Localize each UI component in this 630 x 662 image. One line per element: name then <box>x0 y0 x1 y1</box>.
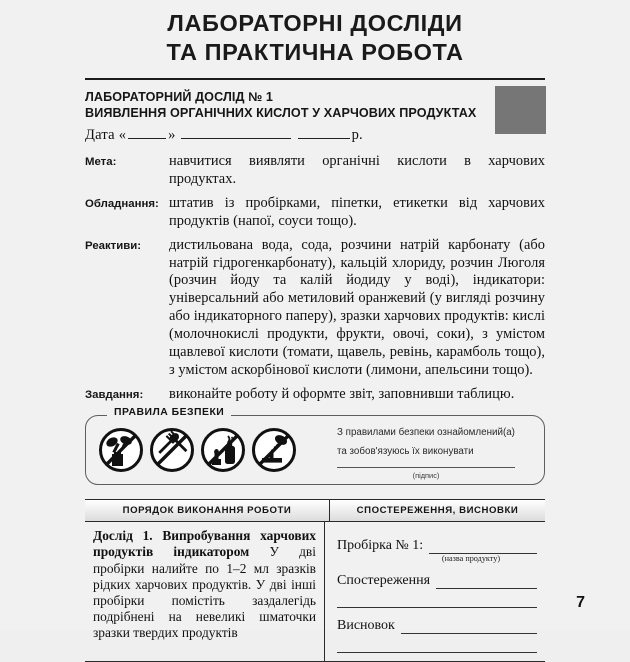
page-title <box>0 0 630 67</box>
field-row-reagents <box>85 237 545 380</box>
table-header-procedure: ПОРЯДОК ВИКОНАННЯ РОБОТИ <box>85 500 330 521</box>
date-label: Дата <box>85 127 115 144</box>
no-pouring-water-into-acid-icon <box>251 427 297 473</box>
date-month-input[interactable] <box>181 126 291 139</box>
date-day-input[interactable] <box>128 126 166 139</box>
table-header-observations: СПОСТЕРЕЖЕННЯ, ВИСНОВКИ <box>356 505 519 517</box>
conclusion-label: Висновок <box>337 618 395 634</box>
field-row-task <box>85 386 545 404</box>
illustration-placeholder <box>495 86 546 134</box>
safety-icon-group <box>98 427 297 473</box>
top-divider <box>85 78 545 80</box>
safety-acknowledgement <box>337 424 531 482</box>
lab-sheet <box>85 78 545 662</box>
safety-rules-label: ПРАВИЛА БЕЗПЕКИ <box>107 407 231 418</box>
date-row <box>85 126 545 144</box>
date-quote-close: » <box>168 127 176 144</box>
field-key-equipment: Обладнання: <box>85 197 159 210</box>
experiment-title: Дослід 1. Випробування харчових продуктів індикатором <box>93 528 316 560</box>
table-cell-procedure <box>85 522 325 661</box>
field-row-equipment <box>85 195 545 231</box>
signature-caption: (підпис) <box>412 470 440 480</box>
field-value-reagents: дистильована вода, сода, розчини натрій карбонату (або натрій гідрогенкарбонату), кальцій хлориду, розчин Люголя (розчин йоду та калій йодиду у воді), індикатори: універсальний або метиловий оранжевий (у вигляді розчину або індикаторного паперу), зразки харчових продуктів: кислі (молочнокислі продукти, фрукти, овочі, соки), з умістом щавлевої кислоти (томати, щавель, ревінь, карамболь тощо), з умістом аскорбінової кислоти (лимони, апельсини тощо). <box>169 236 545 378</box>
table-header-row <box>85 500 545 522</box>
observation-field <box>337 573 537 608</box>
tube-input[interactable] <box>429 540 537 554</box>
table-body-row <box>85 522 545 661</box>
table-cell-observations <box>325 522 545 661</box>
field-value-task: виконайте роботу й оформте звіт, заповнивши таблицю. <box>169 385 515 402</box>
lab-topic-heading: ВИЯВЛЕННЯ ОРГАНІЧНИХ КИСЛОТ У ХАРЧОВИХ ПРОДУКТАХ <box>85 106 477 121</box>
date-quote-open: « <box>118 127 127 144</box>
observation-input-line-2[interactable] <box>337 593 537 608</box>
date-year-suffix: р. <box>351 127 363 144</box>
conclusion-input-line-2[interactable] <box>337 638 537 653</box>
page-number: 7 <box>576 594 585 611</box>
conclusion-input[interactable] <box>401 620 537 634</box>
signature-line[interactable] <box>337 467 515 468</box>
tube-field <box>337 538 537 563</box>
experiment-body: У дві пробірки налийте по 1–2 мл зразків рідких харчових продуктів. У дві інші пробірки помістіть заздалегідь подрібнені на невеликі шматочки зразки твердих продуктів <box>93 544 316 640</box>
safety-text-line-2: та зобов'язуюсь їх виконувати <box>337 445 474 457</box>
observation-input[interactable] <box>436 575 537 589</box>
date-year-input[interactable] <box>298 126 350 139</box>
lab-heading <box>85 89 477 121</box>
no-eating-icon <box>149 427 195 473</box>
field-value-meta: навчитися виявляти органічні кислоти в харчових продуктах. <box>169 153 545 188</box>
safety-rules-box <box>85 407 545 485</box>
lab-number-heading: ЛАБОРАТОРНИЙ ДОСЛІД № 1 <box>85 90 274 104</box>
conclusion-field <box>337 618 537 653</box>
field-key-meta: Мета: <box>85 156 117 169</box>
safety-text-line-1: З правилами безпеки ознайомлений(а) <box>337 427 515 439</box>
tube-label: Пробірка № 1: <box>337 538 424 554</box>
no-pipetting-by-mouth-icon <box>98 427 144 473</box>
report-table <box>85 499 545 662</box>
observation-label: Спостереження <box>337 573 431 589</box>
field-row-meta <box>85 153 545 189</box>
tube-caption: (назва продукту) <box>441 554 501 564</box>
field-key-task: Завдання: <box>85 388 144 401</box>
page-title-line-1: ЛАБОРАТОРНІ ДОСЛІДИ <box>167 10 463 36</box>
page-title-line-2: ТА ПРАКТИЧНА РОБОТА <box>166 39 464 66</box>
no-open-flame-icon <box>200 427 246 473</box>
field-value-equipment: штатив із пробірками, піпетки, етикетки від харчових продуктів (напої, соуси тощо). <box>169 194 545 229</box>
field-key-reagents: Реактиви: <box>85 239 142 252</box>
